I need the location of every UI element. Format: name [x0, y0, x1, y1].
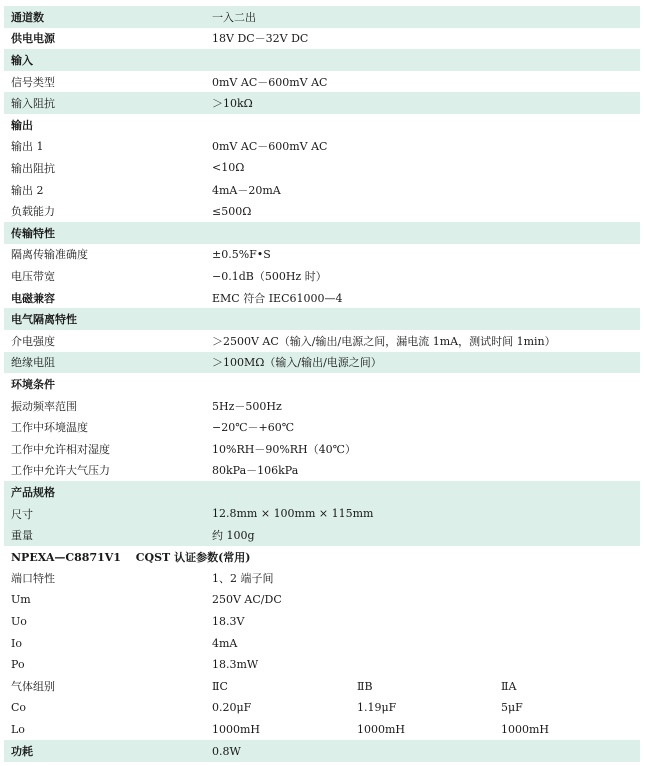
spec-row [4, 6, 640, 28]
spec-label: 负载能力 [11, 205, 55, 219]
spec-label: 产品规格 [11, 485, 55, 499]
cert-title: NPEXA—C8871V1 CQST 认证参数(常用) [11, 550, 251, 564]
cert-value: ⅡC [212, 679, 228, 693]
cert-label: Lo [11, 723, 25, 737]
cert-value: 5μF [501, 701, 523, 715]
spec-label: 介电强度 [11, 334, 55, 348]
spec-label: 输出 2 [11, 183, 44, 197]
spec-value: <10Ω [212, 161, 245, 175]
power-label: 功耗 [11, 745, 33, 759]
spec-row [4, 179, 640, 201]
cert-label: Uo [11, 615, 27, 629]
spec-value: EMC 符合 IEC61000—4 [212, 291, 343, 305]
spec-label: 隔离传输准确度 [11, 248, 88, 262]
spec-value: ≤500Ω [212, 204, 252, 218]
cert-row [4, 719, 640, 741]
spec-row [4, 481, 640, 503]
spec-value: 0mV AC－600mV AC [212, 75, 328, 89]
power-row [4, 740, 640, 762]
cert-value: 1000mH [357, 723, 406, 737]
spec-row [4, 524, 640, 546]
cert-label: Co [11, 701, 27, 715]
spec-label: 振动频率范围 [11, 399, 77, 413]
cert-row [4, 568, 640, 590]
cert-label: 气体组别 [11, 680, 55, 694]
spec-value: 约 100g [212, 529, 255, 543]
spec-label: 输入 [11, 53, 33, 67]
spec-value: −20℃－+60℃ [212, 421, 295, 435]
cert-label: 端口特性 [11, 572, 55, 586]
spec-row [4, 114, 640, 136]
cert-row [4, 611, 640, 633]
spec-label: 尺寸 [11, 507, 33, 521]
cert-label: Um [11, 593, 31, 607]
cert-row [4, 632, 640, 654]
cert-row [4, 697, 640, 719]
spec-label: 供电电源 [11, 32, 55, 46]
spec-value: ＞100MΩ（输入/输出/电源之间） [212, 356, 382, 370]
spec-value: 4mA－20mA [212, 183, 281, 197]
spec-value: −0.1dB（500Hz 时） [212, 269, 327, 283]
cert-header-row [4, 546, 640, 568]
cert-value: 0.20μF [212, 701, 252, 715]
spec-label: 工作中环境温度 [11, 421, 88, 435]
spec-label: 绝缘电阻 [11, 356, 55, 370]
spec-label: 输入阻抗 [11, 97, 55, 111]
spec-row [4, 92, 640, 114]
cert-value: 1000mH [212, 723, 261, 737]
cert-value: 18.3V [212, 615, 245, 629]
cert-label: Io [11, 636, 22, 650]
cert-value: 18.3mW [212, 658, 259, 672]
spec-row [4, 395, 640, 417]
cert-value: 250V AC/DC [212, 593, 282, 607]
spec-row [4, 330, 640, 352]
spec-value: 0mV AC－600mV AC [212, 140, 328, 154]
spec-row [4, 308, 640, 330]
spec-value: 80kPa－106kPa [212, 464, 299, 478]
spec-label: 传输特性 [11, 226, 55, 240]
spec-label: 输出 1 [11, 140, 44, 154]
spec-row [4, 136, 640, 158]
spec-value: 一入二出 [212, 10, 256, 24]
spec-label: 电压带宽 [11, 269, 55, 283]
spec-row [4, 416, 640, 438]
cert-value: 1000mH [501, 723, 550, 737]
spec-row [4, 157, 640, 179]
spec-label: 工作中允许相对湿度 [11, 442, 110, 456]
spec-value: ±0.5%F•S [212, 247, 271, 261]
cert-value: ⅡB [357, 679, 373, 693]
spec-value: 5Hz－500Hz [212, 399, 282, 413]
spec-row [4, 49, 640, 71]
spec-row [4, 287, 640, 309]
spec-label: 电磁兼容 [11, 291, 55, 305]
spec-label: 输出 [11, 118, 33, 132]
spec-label: 环境条件 [11, 377, 55, 391]
cert-label: Po [11, 658, 25, 672]
cert-value: 1、2 端子间 [212, 572, 274, 586]
cert-row [4, 589, 640, 611]
cert-row [4, 654, 640, 676]
spec-value: 18V DC－32V DC [212, 32, 309, 46]
power-value: 0.8W [212, 744, 241, 758]
cert-value: 1.19μF [357, 701, 397, 715]
spec-label: 重量 [11, 529, 33, 543]
spec-value: 10%RH－90%RH（40℃） [212, 442, 356, 456]
spec-row [4, 244, 640, 266]
spec-row [4, 503, 640, 525]
cert-row [4, 676, 640, 698]
spec-row [4, 438, 640, 460]
spec-label: 通道数 [11, 10, 44, 24]
spec-row [4, 28, 640, 50]
cert-value: 4mA [212, 636, 238, 650]
spec-row [4, 71, 640, 93]
cert-value: ⅡA [501, 679, 517, 693]
spec-row [4, 352, 640, 374]
spec-row [4, 222, 640, 244]
spec-value: 12.8mm × 100mm × 115mm [212, 507, 374, 521]
spec-row [4, 460, 640, 482]
spec-row [4, 373, 640, 395]
spec-label: 工作中允许大气压力 [11, 464, 110, 478]
spec-row [4, 265, 640, 287]
spec-label: 电气隔离特性 [11, 313, 77, 327]
spec-label: 输出阻抗 [11, 161, 55, 175]
spec-label: 信号类型 [11, 75, 55, 89]
spec-value: ＞2500V AC（输入/输出/电源之间，漏电流 1mA，测试时间 1min） [212, 334, 556, 348]
spec-row [4, 200, 640, 222]
spec-value: ＞10kΩ [212, 97, 253, 111]
